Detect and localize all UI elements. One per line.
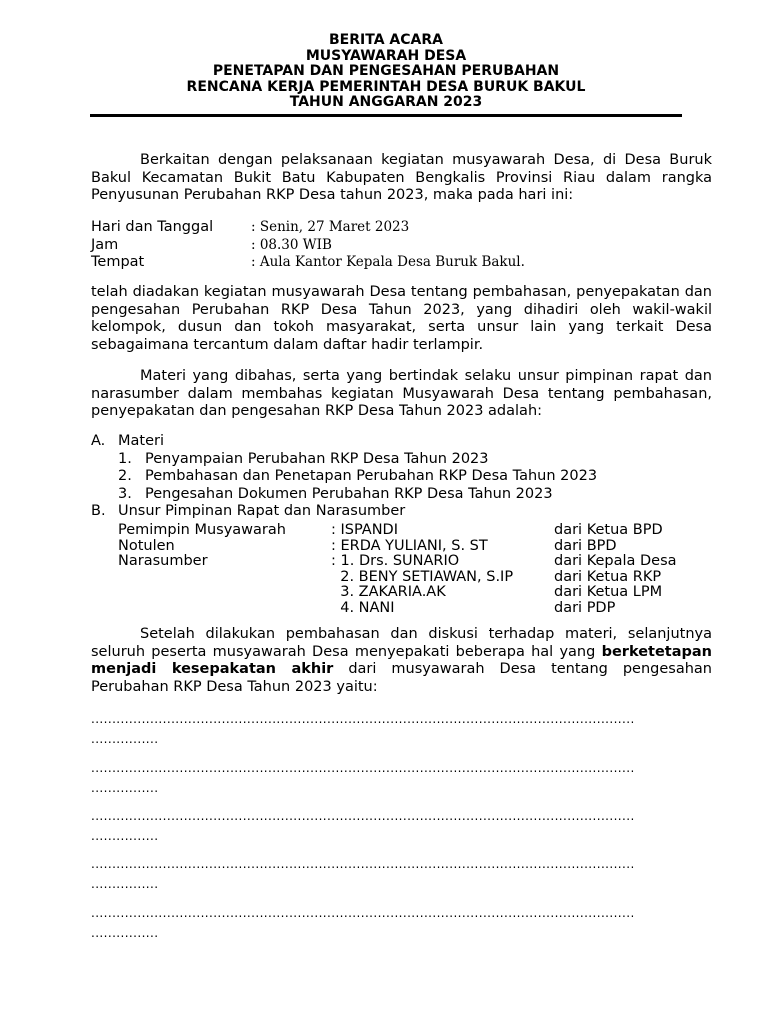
fill-line: ................................................................................................................................. — [91, 857, 635, 871]
person-cell: : ISPANDI — [331, 522, 398, 538]
list-text: Pengesahan Dokumen Perubahan RKP Desa Tahun 2023 — [145, 485, 553, 502]
agenda-paragraph: Materi yang dibahas, serta yang bertindak selaku unsur pimpinan rapat dan narasumber dalam membahas kegiatan Musyawarah Desa tentang pembahasan, penyepakatan dan pengesahan RKP Desa Tahun 2023 adalah: — [91, 368, 712, 419]
list-number: 3. — [118, 485, 132, 502]
person-cell: : 1. Drs. SUNARIO — [331, 553, 460, 569]
detail-value: : 08.30 WIB — [251, 236, 332, 253]
fill-line: ................ — [91, 781, 159, 795]
detail-row-date — [91, 219, 525, 237]
table-row — [118, 538, 714, 554]
role-cell: Pemimpin Musyawarah — [118, 522, 286, 538]
org-cell: dari PDP — [554, 599, 616, 616]
table-row — [118, 584, 714, 600]
fill-line: ................................................................................................................................. — [91, 712, 635, 726]
org-cell: dari Ketua BPD — [554, 522, 663, 538]
fill-line: ................ — [91, 877, 159, 891]
title-line-1: BERITA ACARA — [329, 32, 443, 48]
section-marker: B. — [91, 503, 106, 519]
title-line-4: RENCANA KERJA PEMERINTAH DESA BURUK BAKUL — [186, 78, 586, 95]
list-item — [91, 468, 712, 486]
list-number: 2. — [118, 468, 132, 484]
detail-row-place — [91, 254, 525, 272]
section-title: Unsur Pimpinan Rapat dan Narasumber — [118, 503, 406, 519]
list-number: 1. — [118, 450, 132, 467]
list-item — [91, 451, 712, 469]
detail-label: Tempat — [91, 254, 145, 270]
section-marker: A. — [91, 433, 106, 449]
title-divider — [90, 114, 682, 117]
document-title — [90, 33, 682, 111]
title-line-2: MUSYAWARAH DESA — [305, 47, 467, 64]
org-cell: dari Ketua LPM — [554, 584, 663, 600]
intro-paragraph: Berkaitan dengan pelaksanaan kegiatan musyawarah Desa, di Desa Buruk Bakul Kecamatan Bukit Batu Kabupaten Bengkalis Provinsi Riau dalam rangka Penyusunan Perubahan RKP Desa tahun 2023, maka pada hari ini: — [91, 152, 712, 203]
list-text: Pembahasan dan Penetapan Perubahan RKP Desa Tahun 2023 — [145, 468, 598, 484]
list-text: Penyampaian Perubahan RKP Desa Tahun 2023 — [145, 450, 489, 467]
detail-label: Hari dan Tanggal — [91, 219, 214, 235]
conclusion-text: Setelah dilakukan pembahasan dan diskusi terhadap materi, selanjutnya seluruh peserta musyawarah Desa menyepakati beberapa hal yang — [91, 626, 712, 660]
role-cell: Narasumber — [118, 553, 208, 569]
role-cell — [118, 569, 331, 585]
conclusion-text-end: dari musyawarah Desa tentang pengesahan Perubahan RKP Desa Tahun 2023 yaitu: — [91, 661, 712, 695]
table-row — [118, 600, 714, 616]
detail-label: Jam — [91, 236, 119, 253]
table-row — [118, 569, 714, 585]
person-cell: 4. NANI — [331, 599, 395, 616]
list-item — [91, 486, 712, 504]
title-line-5: TAHUN ANGGARAN 2023 — [289, 94, 483, 110]
section-b-heading — [91, 503, 712, 521]
person-cell: 2. BENY SETIAWAN, S.IP — [331, 568, 514, 585]
person-cell: : ERDA YULIANI, S. ST — [331, 537, 488, 554]
fill-line: ................................................................................................................................. — [91, 809, 635, 823]
detail-value: : Aula Kantor Kepala Desa Buruk Bakul. — [251, 254, 525, 270]
role-cell: Notulen — [118, 537, 175, 554]
org-cell: dari BPD — [554, 537, 617, 554]
detail-value: : Senin, 27 Maret 2023 — [251, 219, 410, 235]
table-row — [118, 553, 714, 569]
person-cell: 3. ZAKARIA.AK — [331, 584, 446, 600]
fill-line: ................................................................................................................................. — [91, 761, 635, 775]
attendance-paragraph: telah diadakan kegiatan musyawarah Desa tentang pembahasan, penyepakatan dan pengesahan Perubahan RKP Desa Tahun 2023, yang dihadiri oleh wakil-wakil kelompok, dusun dan tokoh masyarakat, serta unsur lain yang terkait Desa sebagaimana tercantum dalam daftar hadir terlampir. — [91, 284, 712, 353]
org-cell: dari Ketua RKP — [554, 568, 662, 585]
fill-line: ................ — [91, 829, 159, 843]
meeting-details — [91, 219, 525, 272]
section-title: Materi — [118, 433, 164, 449]
section-a-heading — [91, 433, 712, 451]
table-row — [118, 522, 714, 538]
conclusion-paragraph — [91, 626, 712, 696]
detail-row-time — [91, 237, 525, 255]
leadership-table — [118, 522, 714, 615]
org-cell: dari Kepala Desa — [554, 553, 677, 569]
role-cell — [118, 600, 331, 616]
fill-line: ................................................................................................................................. — [91, 906, 635, 920]
fill-line: ................ — [91, 732, 159, 746]
role-cell — [118, 584, 331, 600]
conclusion-emphasis: berketetapan menjadi kesepakatan akhir — [91, 643, 712, 677]
fill-line: ................ — [91, 926, 159, 940]
title-line-3: PENETAPAN DAN PENGESAHAN PERUBAHAN — [212, 63, 560, 79]
section-a — [91, 433, 712, 521]
